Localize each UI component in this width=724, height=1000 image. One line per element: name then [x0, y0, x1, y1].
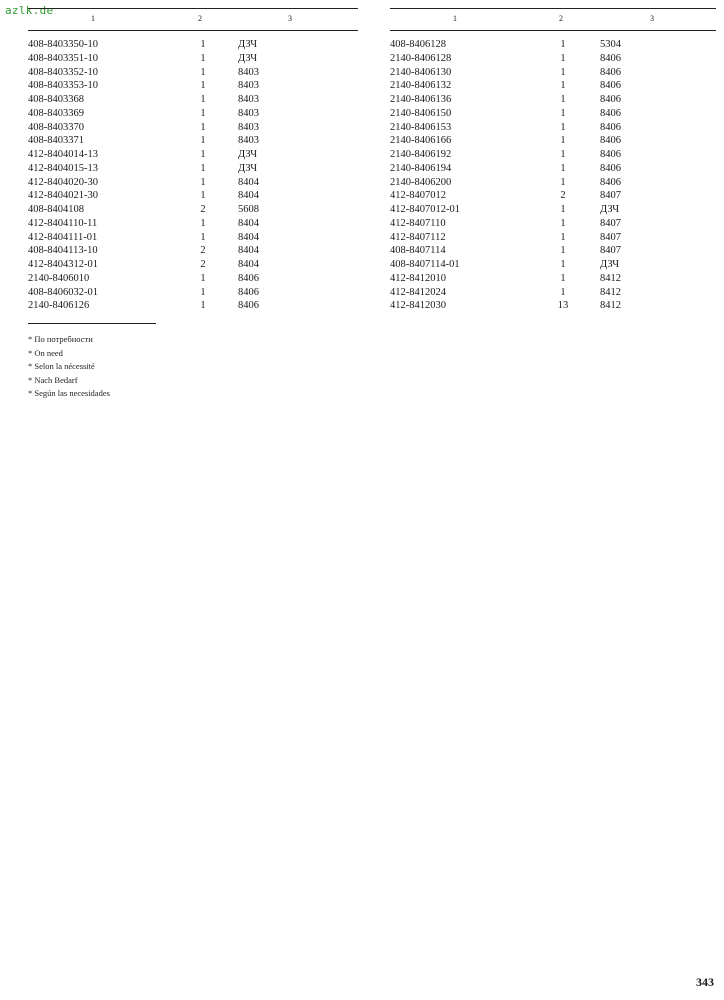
group-code: 8404: [238, 259, 259, 270]
header-col-2: 2: [559, 14, 563, 23]
footnotes: [28, 333, 110, 401]
quantity: 1: [200, 39, 206, 50]
footnote: * Selon la nécessité: [28, 361, 95, 372]
part-number: 408-8403351-10: [28, 52, 98, 64]
part-number: 408-8403368: [28, 94, 84, 105]
table-row: [28, 189, 358, 203]
table-row: [28, 286, 358, 300]
group-code: 8403: [238, 121, 259, 133]
part-number: 2140-8406130: [390, 66, 452, 78]
quantity: 1: [200, 176, 206, 188]
table-row: [390, 134, 716, 148]
part-number: 412-8404014-13: [28, 149, 98, 160]
table-row: [28, 176, 358, 190]
group-code: ДЗЧ: [238, 39, 258, 50]
quantity: 1: [200, 107, 206, 119]
table-row: [390, 38, 716, 52]
table-body: [28, 38, 358, 313]
header-col-1: 1: [453, 14, 457, 23]
table-row: [390, 189, 716, 203]
table-row: [390, 121, 716, 135]
table-header: [390, 8, 716, 31]
quantity: 1: [560, 149, 566, 160]
table-row: [28, 244, 358, 258]
table-row: [390, 66, 716, 80]
group-code: ДЗЧ: [600, 259, 620, 270]
quantity: 1: [560, 259, 566, 270]
group-code: 8412: [600, 272, 621, 284]
part-number: 412-8404021-30: [28, 190, 98, 202]
part-number: 412-8407110: [390, 217, 446, 229]
quantity: 1: [200, 94, 206, 105]
group-code: 8403: [238, 135, 259, 147]
group-code: 8406: [600, 149, 621, 160]
part-number: 2140-8406010: [28, 272, 90, 284]
group-code: 8404: [238, 176, 259, 188]
quantity: 2: [200, 259, 206, 270]
header-col-3: 3: [288, 14, 292, 23]
part-number: 408-8407114-01: [390, 259, 460, 270]
group-code: ДЗЧ: [238, 52, 258, 64]
part-number: 412-8404312-01: [28, 259, 98, 270]
table-row: [390, 258, 716, 272]
part-number: 412-8404015-13: [28, 162, 98, 174]
footnote: * Según las necesidades: [28, 388, 110, 399]
quantity: 2: [560, 190, 566, 202]
part-number: 408-8403353-10: [28, 80, 98, 92]
quantity: 1: [200, 217, 206, 229]
watermark: azlk.de: [5, 4, 54, 17]
group-code: 8406: [238, 300, 259, 312]
table-row: [28, 66, 358, 80]
group-code: 8404: [238, 190, 259, 202]
table-row: [28, 299, 358, 313]
group-code: ДЗЧ: [600, 204, 620, 215]
group-code: 8406: [600, 80, 621, 92]
quantity: 1: [560, 66, 566, 78]
quantity: 1: [560, 272, 566, 284]
quantity: 1: [560, 204, 566, 215]
group-code: 8406: [600, 135, 621, 147]
quantity: 1: [560, 135, 566, 147]
footnote-divider: [28, 323, 156, 324]
group-code: 8404: [238, 231, 259, 243]
group-code: ДЗЧ: [238, 162, 258, 174]
quantity: 1: [560, 52, 566, 64]
table-body: [390, 38, 716, 313]
group-code: 8403: [238, 94, 259, 105]
quantity: 1: [560, 231, 566, 243]
table-row: [28, 134, 358, 148]
part-number: 2140-8406128: [390, 52, 452, 64]
table-row: [390, 176, 716, 190]
table-row: [390, 299, 716, 313]
quantity: 1: [200, 190, 206, 202]
quantity: 1: [200, 52, 206, 64]
quantity: 1: [200, 135, 206, 147]
table-row: [390, 272, 716, 286]
group-code: 8406: [600, 94, 621, 105]
part-number: 412-8407012-01: [390, 204, 460, 215]
table-row: [390, 286, 716, 300]
group-code: 5304: [600, 39, 621, 50]
group-code: 8406: [238, 286, 259, 298]
table-row: [28, 121, 358, 135]
group-code: 8403: [238, 107, 259, 119]
table-row: [28, 93, 358, 107]
quantity: 1: [560, 121, 566, 133]
footnote: * Nach Bedarf: [28, 374, 78, 385]
part-number: 408-8403371: [28, 135, 84, 147]
part-number: 2140-8406192: [390, 149, 452, 160]
table-row: [28, 148, 358, 162]
group-code: 8406: [600, 121, 621, 133]
quantity: 1: [560, 94, 566, 105]
table-row: [390, 148, 716, 162]
table-row: [28, 52, 358, 66]
header-col-2: 2: [198, 14, 202, 23]
footnote: * По потребности: [28, 334, 93, 344]
table-row: [28, 231, 358, 245]
table-row: [390, 79, 716, 93]
table-row: [28, 258, 358, 272]
table-row: [390, 203, 716, 217]
part-number: 2140-8406150: [390, 107, 452, 119]
group-code: 8406: [238, 272, 259, 284]
part-number: 408-8404108: [28, 204, 84, 215]
part-number: 412-8404110-11: [28, 217, 98, 229]
part-number: 2140-8406126: [28, 300, 90, 312]
part-number: 2140-8406153: [390, 121, 452, 133]
group-code: 8406: [600, 66, 621, 78]
part-number: 412-8412030: [390, 300, 446, 312]
table-row: [28, 107, 358, 121]
quantity: 1: [200, 121, 206, 133]
footnote: * On need: [28, 347, 63, 358]
part-number: 412-8407112: [390, 231, 446, 243]
table-row: [390, 52, 716, 66]
header-col-1: 1: [91, 14, 95, 23]
quantity: 1: [200, 272, 206, 284]
quantity: 1: [200, 300, 206, 312]
table-row: [28, 38, 358, 52]
quantity: 1: [560, 245, 566, 257]
part-number: 408-8407114: [390, 245, 446, 257]
group-code: 8403: [238, 80, 259, 92]
quantity: 1: [560, 107, 566, 119]
part-number: 408-8403352-10: [28, 66, 98, 78]
part-number: 412-8412010: [390, 272, 446, 284]
quantity: 1: [560, 162, 566, 174]
table-row: [28, 162, 358, 176]
part-number: 2140-8406136: [390, 94, 452, 105]
quantity: 1: [560, 80, 566, 92]
table-row: [390, 217, 716, 231]
group-code: 8403: [238, 66, 259, 78]
quantity: 1: [200, 286, 206, 298]
group-code: 8404: [238, 217, 259, 229]
part-number: 412-8412024: [390, 286, 446, 298]
quantity: 1: [560, 286, 566, 298]
part-number: 2140-8406194: [390, 162, 452, 174]
part-number: 2140-8406200: [390, 176, 452, 188]
quantity: 1: [200, 231, 206, 243]
part-number: 412-8404020-30: [28, 176, 98, 188]
quantity: 1: [200, 162, 206, 174]
group-code: 8407: [600, 245, 621, 257]
table-row: [390, 244, 716, 258]
table-row: [28, 272, 358, 286]
group-code: 8412: [600, 286, 621, 298]
quantity: 1: [200, 66, 206, 78]
table-row: [390, 93, 716, 107]
table-header: [28, 8, 358, 31]
page-number: 343: [696, 975, 714, 989]
group-code: ДЗЧ: [238, 149, 258, 160]
table-row: [28, 217, 358, 231]
group-code: 8407: [600, 217, 621, 229]
part-number: 408-8403369: [28, 107, 84, 119]
part-number: 412-8407012: [390, 190, 446, 202]
group-code: 8404: [238, 245, 259, 257]
part-number: 2140-8406166: [390, 135, 452, 147]
quantity: 13: [557, 300, 569, 312]
table-row: [390, 162, 716, 176]
header-col-3: 3: [650, 14, 654, 23]
quantity: 1: [200, 80, 206, 92]
quantity: 1: [560, 217, 566, 229]
table-row: [390, 107, 716, 121]
group-code: 8407: [600, 190, 621, 202]
quantity: 1: [200, 149, 206, 160]
part-number: 408-8404113-10: [28, 245, 98, 257]
group-code: 5608: [238, 204, 259, 215]
group-code: 8406: [600, 107, 621, 119]
quantity: 1: [560, 39, 566, 50]
group-code: 8406: [600, 162, 621, 174]
group-code: 8406: [600, 52, 621, 64]
table-row: [28, 79, 358, 93]
table-row: [390, 231, 716, 245]
table-row: [28, 203, 358, 217]
quantity: 2: [200, 245, 206, 257]
part-number: 412-8404111-01: [28, 231, 98, 243]
quantity: 1: [560, 176, 566, 188]
quantity: 2: [200, 204, 206, 215]
part-number: 408-8406032-01: [28, 286, 98, 298]
part-number: 408-8403370: [28, 121, 84, 133]
part-number: 2140-8406132: [390, 80, 452, 92]
group-code: 8406: [600, 176, 621, 188]
part-number: 408-8403350-10: [28, 39, 98, 50]
group-code: 8407: [600, 231, 621, 243]
group-code: 8412: [600, 300, 621, 312]
part-number: 408-8406128: [390, 39, 446, 50]
